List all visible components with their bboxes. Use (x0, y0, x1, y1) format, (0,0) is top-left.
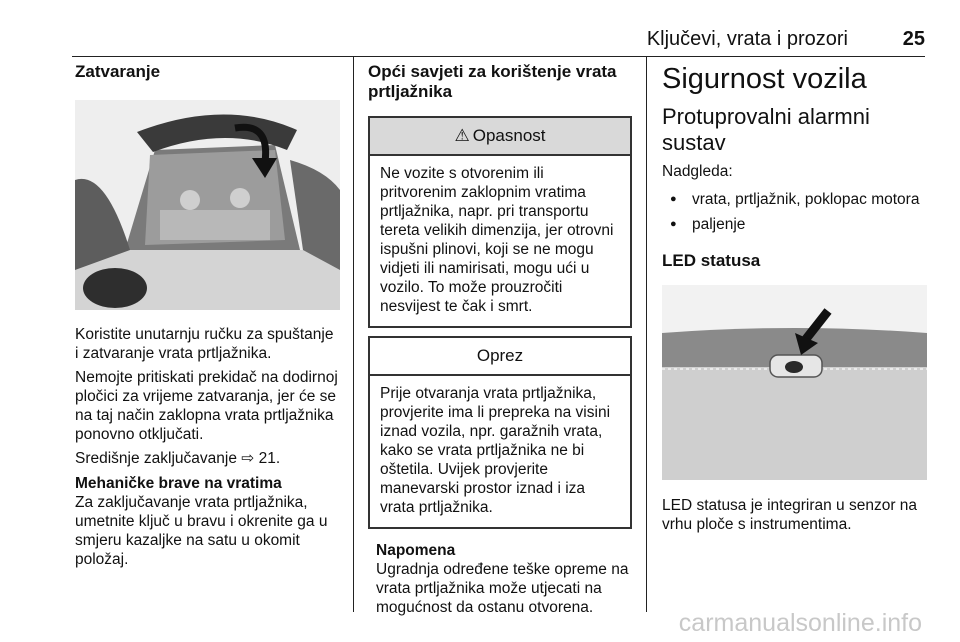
led-sensor-illustration (662, 285, 927, 480)
paragraph-central-locking (75, 449, 340, 468)
tailgate-photo (75, 100, 340, 310)
list-item: ● paljenje (662, 212, 927, 237)
heading-mechanical-locks: Mehaničke brave na vratima (75, 475, 282, 492)
page-reference-arrow-icon: ⇨ (241, 450, 255, 467)
central-locking-text: Središnje zaključavanje (75, 450, 237, 467)
note-block (368, 541, 632, 617)
heading-general-advice: Opći savjeti za korištenje vrata prtljažnika (368, 62, 617, 101)
column-right (662, 62, 927, 534)
paragraph-mechanical-locks: Za zaključavanje vrata prtljažnika, umetnite ključ u bravu i okrenite ga u smjeru kazaljke na satu u okomit položaj. (75, 494, 328, 568)
note-title: Napomena (376, 542, 456, 559)
danger-text: Ne vozite s otvorenim ili pritvorenim zaklopnim vratima prtljažnika, napr. pri transportu tereta velikih dimenzija, jer otrovni ispušni plinovi, koji se ne mogu vidjeti ili namirisati, mogu ući u vozilo. To može prouzročiti nesvijest te čak i smrt. (380, 165, 614, 315)
paragraph-handle: Koristite unutarnju ručku za spuštanje i zatvaranje vrata prtljažnika. (75, 326, 334, 362)
header-rule (72, 56, 925, 57)
monitors-label: Nadgleda: (662, 163, 733, 180)
page-number: 25 (902, 28, 925, 50)
paragraph-led: LED statusa je integriran u senzor na vrhu ploče s instrumentima. (662, 497, 918, 533)
caution-box-header (370, 338, 630, 376)
paragraph-switch: Nemojte pritiskati prekidač na dodirnoj pločici za vrijeme zatvaranja, jer će se na taj način zaklopna vrata prtljažnika ponovno otključati. (75, 369, 338, 443)
danger-box (368, 116, 632, 328)
danger-box-header (370, 118, 630, 156)
list-item: ● vrata, prtljažnik, poklopac motora (662, 187, 927, 212)
column-divider (646, 56, 647, 612)
caution-box (368, 336, 632, 529)
watermark: carmanualsonline.info (678, 609, 922, 637)
section-title: Ključevi, vrata i prozori (646, 28, 848, 50)
tailgate-illustration (75, 100, 340, 310)
heading-anti-theft-alarm: Protuprovalni alarmni sustav (662, 104, 870, 155)
column-divider (353, 56, 354, 612)
monitored-list (662, 187, 927, 237)
warning-triangle-icon: ⚠ (454, 126, 470, 145)
page-header (0, 26, 960, 56)
heading-closing: Zatvaranje (75, 62, 161, 81)
led-photo (662, 285, 927, 480)
note-text: Ugradnja određene teške opreme na vrata prtljažnika može utjecati na mogućnost da ostanu otvorena. (376, 561, 629, 616)
column-left (75, 62, 340, 569)
caution-text: Prije otvaranja vrata prtljažnika, provjerite ima li prepreka na visini iznad vozila, npr. garažnih vrata, kako se vrata prtljažnika ne bi oštetila. Uvijek provjerite manevarski prostor iznad i iza vrata prtljažnika. (380, 385, 611, 516)
page-reference[interactable]: 21. (258, 450, 281, 467)
heading-vehicle-security: Sigurnost vozila (662, 63, 867, 95)
heading-led-status: LED statusa (662, 251, 761, 270)
danger-title: Opasnost (472, 126, 546, 145)
caution-title: Oprez (476, 346, 524, 365)
column-middle (368, 62, 632, 617)
